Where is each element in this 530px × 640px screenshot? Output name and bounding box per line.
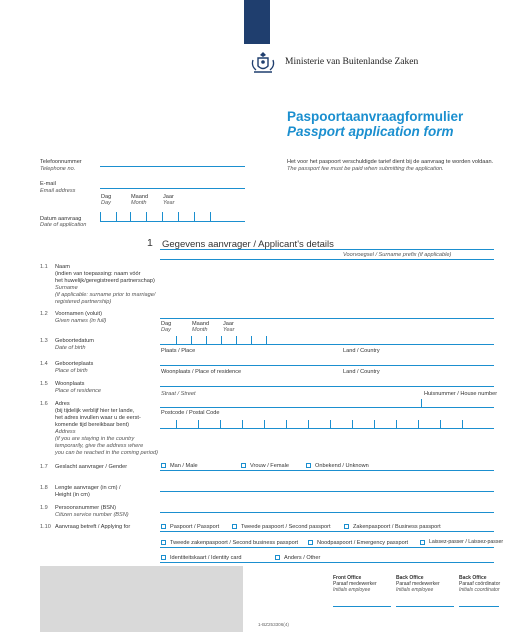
phone-field[interactable] [100,166,245,167]
date-label-en: Date of application [40,222,87,228]
bsn-label: Persoonsnummer (BSN) [55,505,116,511]
address-label-en: Address [55,429,76,435]
address-label-line: (bij tijdelijk verblijf hier ter lande, [55,408,135,414]
apply-id-card-checkbox[interactable] [161,555,166,560]
section-title: Gegevens aanvrager / Applicant's details [162,239,334,250]
gender-unknown-label: Onbekend / Unknown [315,463,369,469]
apply-business-passport-label: Zakenpaspoort / Business passport [353,524,441,530]
address-label-en-line: temporarily, give the address where [55,443,144,449]
height-label-en: Height (in cm) [55,492,90,498]
phone-label-en: Telephone no. [40,166,76,172]
surname-label: Naam [55,264,70,270]
apply-emergency-label: Noodpaspoort / Emergency passport [317,540,409,546]
year-label-en: Year [163,200,175,206]
office-block [396,576,440,593]
gender-female-label: Vrouw / Female [250,463,289,469]
residence-label: Woonplaats / Place of residence [161,369,242,375]
apply-second-business-label: Tweede zakenpaspoort / Second business passport [170,540,299,546]
gender-label: Geslacht aanvrager / Gender [55,464,128,470]
country-label: Land / Country [343,348,380,354]
address-label-line: het adres invullen waar u de eerst- [55,415,141,421]
apply-label: Aanvraag betreft / Applying for [55,524,131,530]
back-office-initials-field[interactable] [396,606,454,607]
email-label-en: Email address [40,188,76,194]
surname-field[interactable] [160,259,494,260]
given-names-label-en: Given names (in full) [55,318,107,324]
residence-field-label-en: Place of residence [55,388,102,394]
surname-label-en-line: (if applicable: surname prior to marriage/ [55,292,156,298]
address-label: Adres [55,401,70,407]
surname-label-en-line: registered partnership) [55,299,112,305]
field-number: 1.7 [40,464,48,470]
office-initials-en: Initials employee [396,586,434,593]
bsn-label-en: Citizen service number (BSN) [55,512,129,518]
apply-business-passport-checkbox[interactable] [344,524,349,529]
postcode-field[interactable] [160,428,494,429]
field-number: 1.3 [40,338,48,344]
office-initials-nl: Paraaf coördinator [459,580,501,587]
field-number: 1.4 [40,361,48,367]
surname-label-line: (indien van toepassing: naam vóór [55,271,141,277]
dob-month-label: Maand [192,321,210,327]
country-label: Land / Country [343,369,380,375]
year-label: Jaar [163,194,174,200]
dob-field[interactable] [160,344,494,345]
office-block [333,576,377,593]
front-office-initials-field[interactable] [333,606,391,607]
postcode-label: Postcode / Postal Code [161,410,220,416]
surname-label-en: Surname [55,285,78,291]
field-number: 1.6 [40,401,48,407]
gender-unknown-checkbox[interactable] [306,463,311,468]
address-label-line: komende tijd bereikbaar bent) [55,422,130,428]
day-label: Dag [101,194,112,200]
office-initials-nl: Paraaf medewerker [396,580,440,587]
gender-male-checkbox[interactable] [161,463,166,468]
dob-year-label: Jaar [223,321,234,327]
field-number: 1.1 [40,264,48,270]
bsn-field[interactable] [160,512,494,513]
dob-year-label-en: Year [223,327,235,333]
apply-emergency-checkbox[interactable] [308,540,313,545]
email-field[interactable] [100,188,245,189]
form-code: 1-BZ253306(4) [258,622,289,627]
month-label: Maand [131,194,149,200]
office-initials-en: Initials employee [333,586,371,593]
height-label: Lengte aanvrager (in cm) / [55,485,121,491]
apply-other-label: Anders / Other [284,555,321,561]
height-field[interactable] [160,491,494,492]
office-initials-en: Initials coordinator [459,586,500,593]
month-label-en: Month [131,200,147,206]
apply-second-passport-checkbox[interactable] [232,524,237,529]
field-number: 1.9 [40,505,48,511]
given-names-label: Voornamen (voluit) [55,311,102,317]
pob-label-en: Place of birth [55,368,88,374]
office-title: Back Office [396,575,424,581]
section-number: 1 [147,237,153,249]
gender-male-label: Man / Male [170,463,198,469]
office-block [459,576,500,593]
field-number: 1.2 [40,311,48,317]
office-initials-nl: Paraaf medewerker [333,580,377,587]
residence-field[interactable] [160,386,494,387]
apply-passport-checkbox[interactable] [161,524,166,529]
phone-label: Telefoonnummer [40,159,82,165]
dob-day-label-en: Day [161,327,171,333]
field-number: 1.5 [40,381,48,387]
page-title: Paspoortaanvraagformulier [287,109,464,124]
residence-field-label: Woonplaats [55,381,85,387]
pob-field[interactable] [160,365,494,366]
dob-label: Geboortedatum [55,338,94,344]
gender-female-checkbox[interactable] [241,463,246,468]
date-label: Datum aanvraag [40,216,82,222]
day-label-en: Day [101,200,111,206]
pob-label: Geboorteplaats [55,361,94,367]
office-title: Front Office [333,575,362,581]
address-label-en-line: you can be reached in the coming period) [55,450,158,456]
surname-label-line: het huwelijk/geregistreerd partnerschap) [55,278,155,284]
dob-label-en: Date of birth [55,345,86,351]
house-number-label: Huisnummer / House number [424,391,498,397]
email-label: E-mail [40,181,56,187]
street-label: Straat / Street [161,391,196,397]
apply-second-passport-label: Tweede paspoort / Second passport [241,524,331,530]
apply-second-business-checkbox[interactable] [161,540,166,545]
apply-laissez-passer-label: Laissez-passer / Laissez-passer [429,539,504,545]
prefix-label: Voorvoegsel / Surname prefix (if applicable) [343,252,452,258]
street-field[interactable] [160,407,494,408]
application-date-field[interactable] [100,221,245,222]
fee-note-en: The passport fee must be paid when submitting the application. [287,166,444,172]
coat-of-arms-icon [249,50,277,76]
apply-other-checkbox[interactable] [275,555,280,560]
header-banner [244,0,270,44]
field-number: 1.8 [40,485,48,491]
dob-month-label-en: Month [192,327,208,333]
address-label-en-line: (if you are staying in the country [55,436,135,442]
dob-day-label: Dag [161,321,172,327]
place-label: Plaats / Place [161,348,196,354]
apply-laissez-passer-checkbox[interactable] [420,540,425,545]
field-number: 1.10 [40,524,51,530]
office-title: Back Office [459,575,487,581]
fee-note: Het voor het paspoort verschuldigde tarief dient bij de aanvraag te worden voldaan. [287,159,494,165]
photo-area[interactable] [40,566,243,632]
apply-passport-label: Paspoort / Passport [170,524,220,530]
apply-id-card-label: Identiteitskaart / Identity card [170,555,242,561]
given-names-field[interactable] [160,318,494,319]
page-subtitle: Passport application form [287,124,454,139]
ministry-name: Ministerie van Buitenlandse Zaken [285,57,419,67]
coordinator-initials-field[interactable] [459,606,499,607]
